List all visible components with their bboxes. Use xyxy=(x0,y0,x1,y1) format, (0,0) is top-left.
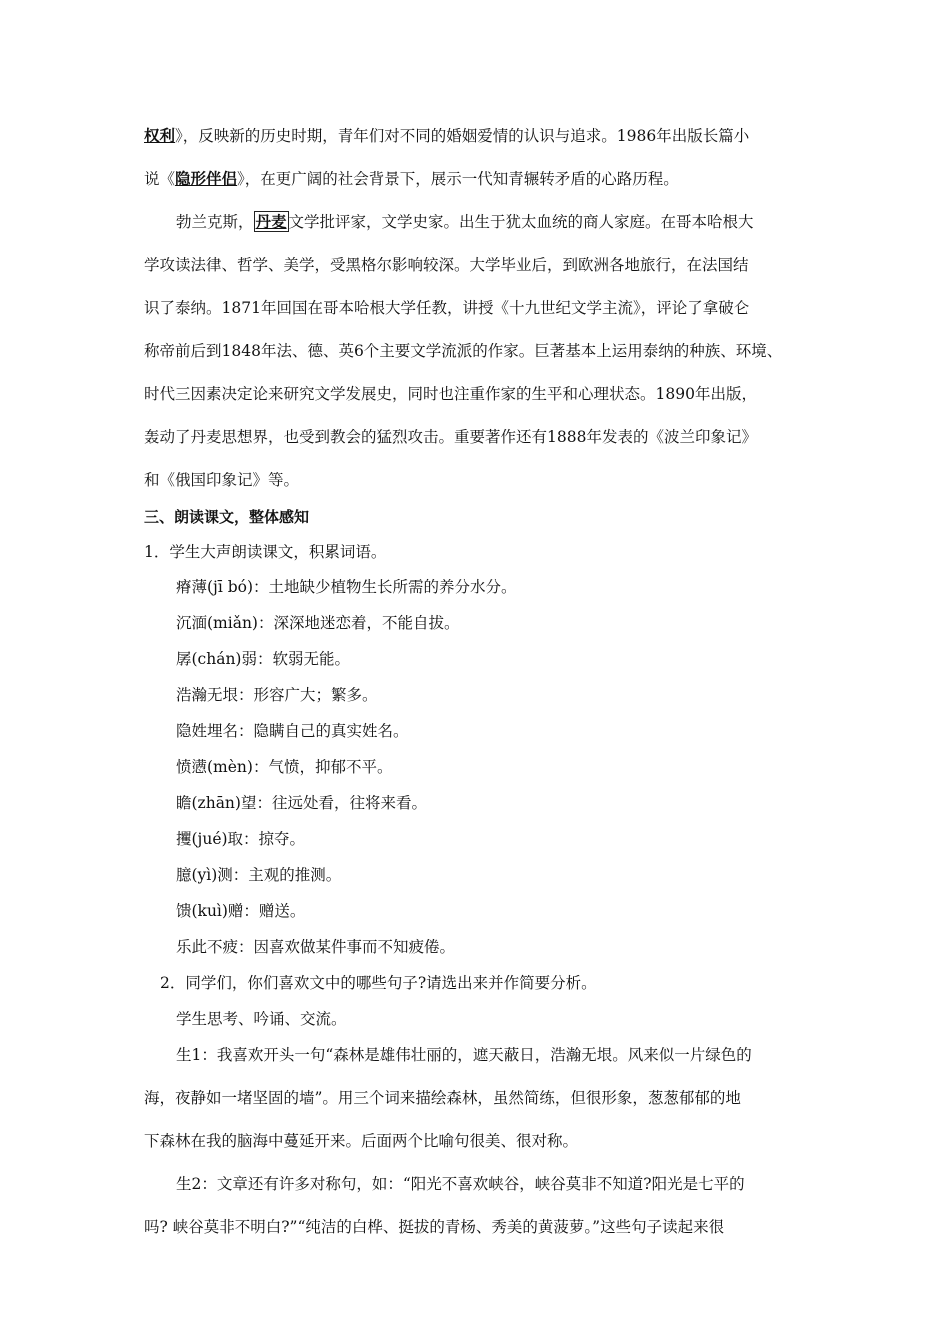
vocab-item: 孱(chán)弱：软弱无能。 xyxy=(176,650,350,668)
s1-line-3: 下森林在我的脑海中蔓延开来。后面两个比喻句很美、很对称。 xyxy=(144,1132,579,1150)
vocab-item: 隐姓埋名：隐瞒自己的真实姓名。 xyxy=(176,722,409,740)
text-run: 说《 xyxy=(144,170,176,188)
vocab-item: 浩瀚无垠：形容广大；繁多。 xyxy=(176,686,378,704)
vocab-item: 瞻(zhān)望：往远处看，往将来看。 xyxy=(176,794,427,812)
section-heading: 三、朗读课文，整体感知 xyxy=(144,508,310,526)
vocab-item: 臆(yì)测：主观的推测。 xyxy=(176,866,342,884)
s1-line-2: 海，夜静如一堵坚固的墙”。用三个词来描绘森林，虽然简练，但很形象，葱葱郁郁的地 xyxy=(144,1089,741,1107)
vocab-item: 馈(kuì)赠：赠送。 xyxy=(176,902,306,920)
p2-line-1 xyxy=(176,212,754,232)
vocab-item: 乐此不疲：因喜欢做某件事而不知疲倦。 xyxy=(176,938,456,956)
vocab-item: 攫(jué)取：掠夺。 xyxy=(176,830,306,848)
student-activity: 学生思考、吟诵、交流。 xyxy=(176,1010,347,1028)
p1-line-2 xyxy=(144,169,679,189)
text-run: 》，反映新的历史时期，青年们对不同的婚姻爱情的认识与追求。1986年出版长篇小 xyxy=(175,127,750,145)
text-run: 文学批评家，文学史家。出生于犹太血统的商人家庭。在哥本哈根大 xyxy=(288,213,754,231)
vocab-item: 沉湎(miǎn)：深深地迷恋着，不能自拔。 xyxy=(176,614,460,632)
item-1: 1．学生大声朗读课文，积累词语。 xyxy=(144,543,387,561)
book-title-fragment: 权利 xyxy=(144,126,176,145)
p2-line-2: 学攻读法律、哲学、美学，受黑格尔影响较深。大学毕业后，到欧洲各地旅行，在法国结 xyxy=(144,256,749,274)
s2-line-2: 吗? 峡谷莫非不明白?”“纯洁的白桦、挺拔的青杨、秀美的黄菠萝。”这些句子读起来很 xyxy=(144,1218,725,1236)
text-run: 》，在更广阔的社会背景下，展示一代知青辗转矛盾的心路历程。 xyxy=(237,170,679,188)
p2-line-6: 轰动了丹麦思想界，也受到教会的猛烈攻击。重要著作还有1888年发表的《波兰印象记》 xyxy=(144,428,757,446)
p2-line-7: 和《俄国印象记》等。 xyxy=(144,471,300,489)
item-2: 2．同学们，你们喜欢文中的哪些句子?请选出来并作简要分析。 xyxy=(160,974,597,992)
vocab-item: 瘠薄(jī bó)：土地缺少植物生长所需的养分水分。 xyxy=(176,578,517,596)
country-link-denmark[interactable]: 丹麦 xyxy=(255,212,287,231)
p2-line-5: 时代三因素决定论来研究文学发展史，同时也注重作家的生平和心理状态。1890年出版， xyxy=(144,385,757,403)
s1-line-1: 生1：我喜欢开头一句“森林是雄伟壮丽的，遮天蔽日，浩瀚无垠。风来似一片绿色的 xyxy=(176,1046,752,1064)
p1-line-1 xyxy=(144,126,749,146)
vocab-item: 愤懑(mèn)：气愤，抑郁不平。 xyxy=(176,758,393,776)
p2-line-4: 称帝前后到1848年法、德、英6个主要文学流派的作家。巨著基本上运用泰纳的种族、环境、 xyxy=(144,342,783,360)
s2-line-1: 生2：文章还有许多对称句，如：“阳光不喜欢峡谷，峡谷莫非不知道?阳光是七平的 xyxy=(176,1175,745,1193)
book-title: 隐形伴侣 xyxy=(175,169,238,188)
p2-line-3: 识了泰纳。1871年回国在哥本哈根大学任教，讲授《十九世纪文学主流》，评论了拿破仑 xyxy=(144,299,750,317)
text-run: 勃兰克斯， xyxy=(176,213,254,231)
